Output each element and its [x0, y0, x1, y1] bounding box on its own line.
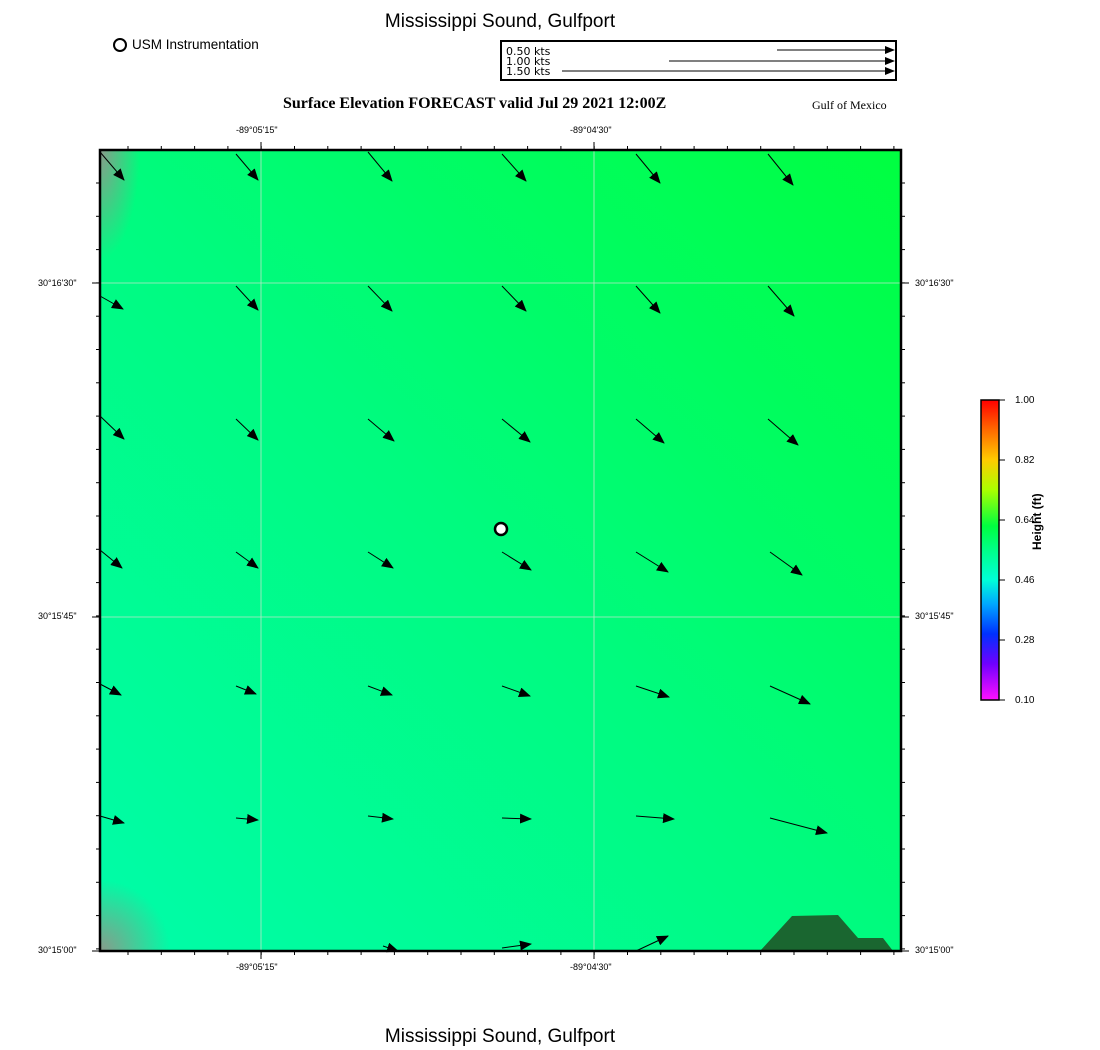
lon-tick-top-2: -89°04'30": [570, 125, 612, 135]
speed-legend-label-1: 0.50 kts: [506, 45, 551, 58]
lat-tick-right-3: 30°15'00": [915, 945, 954, 955]
map-title: Mississippi Sound, Gulfport: [384, 11, 616, 32]
colorbar-tick-1: 1.00: [1015, 395, 1035, 406]
lat-tick-right-2: 30°15'45": [915, 611, 954, 621]
lat-tick-left-1: 30°16'30": [38, 278, 77, 288]
lat-tick-left-3: 30°15'00": [38, 945, 77, 955]
colorbar-title: Height (ft): [1030, 493, 1044, 550]
lat-tick-right-1: 30°16'30": [915, 278, 954, 288]
lon-tick-bottom-1: -89°05'15": [236, 962, 278, 972]
shading-bottom-left: [100, 880, 170, 951]
colorbar-tick-6: 0.10: [1015, 695, 1035, 706]
station-marker-icon: [495, 523, 507, 535]
colorbar: [975, 395, 1010, 707]
footer-title: Mississippi Sound, Gulfport: [384, 1026, 616, 1047]
lon-tick-bottom-2: -89°04'30": [570, 962, 612, 972]
forecast-subtitle: Surface Elevation FORECAST valid Jul 29 2021 12:00Z: [283, 95, 667, 112]
station-legend-label: USM Instrumentation: [132, 37, 259, 52]
speed-legend-label-3: 1.50 kts: [506, 65, 551, 78]
colorbar-tick-3: 0.64: [1015, 515, 1035, 526]
colorbar-tick-2: 0.82: [1015, 455, 1035, 466]
colorbar-tick-5: 0.28: [1015, 635, 1035, 646]
lon-tick-top-1: -89°05'15": [236, 125, 278, 135]
shading-top-left: [100, 150, 140, 260]
region-label: Gulf of Mexico: [812, 98, 887, 112]
colorbar-tick-4: 0.46: [1015, 575, 1035, 586]
lat-tick-left-2: 30°15'45": [38, 611, 77, 621]
speed-legend-label-2: 1.00 kts: [506, 55, 551, 68]
elevation-field: [100, 150, 901, 951]
